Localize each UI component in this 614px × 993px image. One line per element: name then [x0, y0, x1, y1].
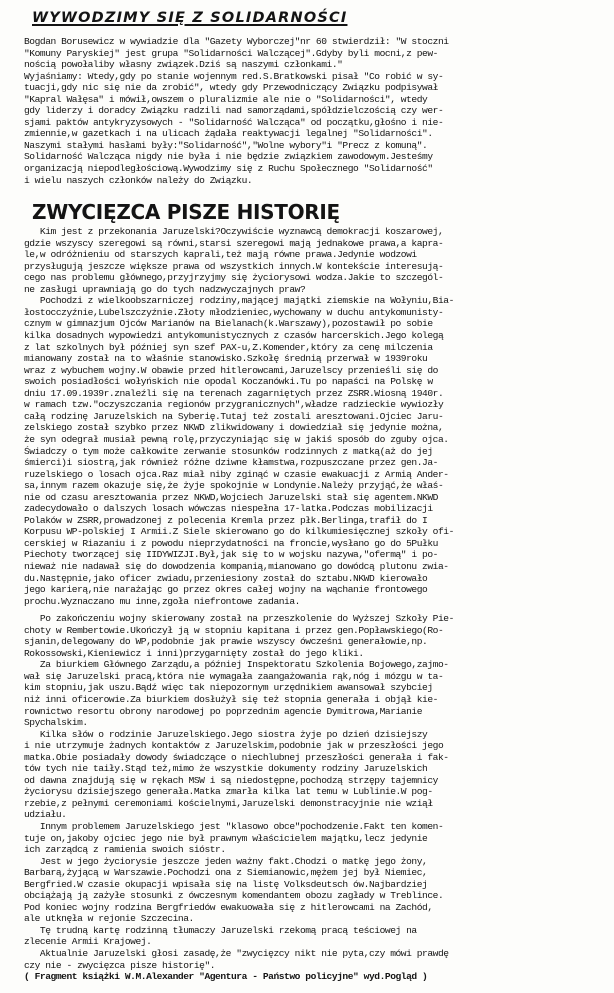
text-line: śmierci)i siostrą,jak również różne dziwne kłamstwa,rozpuszczane przez gen.Ja-	[24, 457, 438, 469]
text-line: zmiennie,w gazetkach i na ulicach żądała reaktywacji legalnej "Solidarności".	[24, 128, 433, 140]
text-line: Tę trudną kartę rodzinną tłumaczy Jaruzelski rzekomą pracą teściowej na	[24, 924, 417, 936]
text-line: sjanin,delegowany do WP,podobnie jak prawie wszyscy ówcześni generałowie,np.	[24, 636, 428, 648]
text-line: Wyjaśniamy: Wtedy,gdy po stanie wojennym red.S.Bratkowski pisał "Co robić w sy-	[24, 70, 444, 82]
text-line: tuacji,gdy nic się nie da zrobić", wtedy gdy Przewodniczący Związku podpisywał	[24, 82, 438, 94]
text-line: Pochodzi z wielkoobszarniczej rodziny,mającej majątki ziemskie na Wołyniu,Bia-	[24, 295, 454, 307]
text-line: Polaków w ZSRR,prowadzonej z polecenia Kremla przez płk.Berlinga,trafił do I	[24, 514, 428, 526]
text-line: i wielu naszych członków należy do Związku.	[24, 174, 253, 186]
text-line: Barbarą,żyjącą w Warszawie.Pochodzi ona z Siemianowic,mężem jej był Niemiec,	[24, 867, 428, 879]
text-line: udziału.	[24, 809, 67, 821]
text-line: choty w Rembertowie.Ukończył ją w stopniu kapitana i przez gen.Popławskiego(Ro-	[24, 624, 444, 636]
text-line: nieważ nie nadawał się do dowodzenia kompanią,mianowano go dowódcą plutonu zwia-	[24, 560, 449, 572]
section2-heading: ZWYCIĘZCA PISZE HISTORIĘ	[32, 200, 340, 225]
text-line: Świadczy o tym może całkowite zerwanie stosunków rodzinnych z matką(aż do jej	[24, 445, 433, 457]
text-line: matka.Obie posiadały dowody świadczące o niechlubnej przeszłości generała i fak-	[24, 751, 449, 763]
text-line: rownictwo resortu obrony narodowej po poprzednim agencie Dymitrowa,Marianie	[24, 705, 423, 717]
text-line: du.Następnie,jako oficer zwiadu,przeniesiony został do sztabu.NKWD kierowało	[24, 572, 428, 584]
text-line: z lat szkolnych był później syn szef PAX-u,Z.Komender,który za cenę milczenia	[24, 341, 433, 353]
text-line: "Komuny Paryskiej" jest grupa "Solidarności Walczącej".Gdyby byli mocni,z pew-	[24, 47, 438, 59]
text-line: wał się Jaruzelski pracą,która nie wymagała zaangażowania rąk,nóg i mózgu w ta-	[24, 670, 444, 682]
text-line: Bogdan Borusewicz w wywiadzie dla "Gazety Wyborczej"nr 60 stwierdził: "W stoczni	[24, 36, 449, 47]
citation-line: ( Fragment książki W.M.Alexander "Agentura - Państwo policyjne" wyd.Pogląd )	[24, 971, 428, 983]
text-line: organizacją niepodległościową.Wywodzimy się z Ruchu Społecznego "Solidarność"	[24, 163, 433, 175]
text-line: jego karierą,nie narażając go przez okres całej wojny na wąchanie frontowego	[24, 584, 428, 596]
text-line: tów tych nie taiły.Stąd też,mimo że wszystkie dokumenty rodziny Jaruzelskich	[24, 763, 428, 775]
text-line: Kim jest z przekonania Jaruzelski?Oczywiście wyznawcą demokracji koszarowej,	[24, 226, 444, 238]
text-line: Jest w jego życiorysie jeszcze jeden ważny fakt.Chodzi o matkę jego żony,	[24, 855, 428, 867]
text-line: ale utknęła w rejonie Szczecina.	[24, 913, 194, 925]
text-line: Spychalskim.	[24, 717, 88, 729]
text-line: w ramach tzw."oczyszczania regionów przygranicznych",władze radzieckie wywiozły	[24, 399, 444, 411]
text-line: kim stopniu,jak uszu.Bądź więc tak niepozornym urzędnikiem awansował szybciej	[24, 682, 433, 694]
text-line: Rokossowski,Kieniewicz i inni)przygarnięty został do jego kliki.	[24, 647, 364, 659]
text-line: wraz z wybuchem wojny.W obawie przed hitlerowcami,Jaruzelscy przenieśli się do	[24, 364, 438, 376]
text-line: Aktualnie Jaruzelski głosi zasadę,że "zwycięzcy nikt nie pyta,czy mówi prawdę	[24, 948, 449, 960]
section1-body	[24, 36, 594, 186]
text-line: Za biurkiem Głównego Zarządu,a później Inspektoratu Szkolenia Bojowego,zajmo-	[24, 659, 449, 671]
text-line: Bergfried.W czasie okupacji wpisała się na listę Volksdeutsch ów.Najbardziej	[24, 878, 428, 890]
text-line: gdy liderzy i doradcy Związku radzili nad samorządami,spółdzielczością czy wer-	[24, 105, 444, 117]
text-line: cznym w gimnazjum Ojców Marianów na Bielanach(k.Warszawy),pozostawił po sobie	[24, 318, 433, 330]
text-line: mianowany został na to właśnie stanowisko.Szkołę średnią przerwał w 1939roku	[24, 353, 428, 365]
text-line: prochu.Wyznaczano mu inne,zgoła niefrontowe zadania.	[24, 595, 300, 607]
footer-block	[24, 971, 594, 983]
text-line: ruzelskiego o losach ojca.Raz miał niby zginąć w czasie ewakuacji z Armią Ander-	[24, 468, 449, 480]
text-line: i nie utrzymuje żadnych kontaktów z Jaruzelskim,podobnie jak w przeszłości jego	[24, 740, 444, 752]
text-line: Piechoty tworzącej się IIDYWIZJI.Był,jak się to w wojsku nazywa,"ofermą" i po-	[24, 549, 438, 561]
text-line: Kilka słów o rodzinie Jaruzelskiego.Jego siostra żyje po dzień dzisiejszy	[24, 728, 428, 740]
text-line: ne zasługi uprawniają go do tych nadzwyczajnych praw?	[24, 283, 306, 295]
text-line: nością powołaliby własny związek.Dziś są naszymi członkami."	[24, 59, 343, 71]
text-line: od dawna znajdują się w rękach MSW i są niedostępne,pochodzą strzępy tajemnicy	[24, 774, 438, 786]
text-line: życiorysu dzisiejszego generała.Matka zmarła kilka lat temu w Lublinie.W pog-	[24, 786, 433, 798]
text-line: cerskiej w Riazaniu i z powodu nieprzydatności na froncie,wysłano go do 5Pułku	[24, 537, 438, 549]
text-line: niż inni oficerowie.Za biurkiem dosłużył się też stopnia generała i objął kie-	[24, 693, 438, 705]
text-line: sa,innym razem okazuje się,że żyje spokojnie w Londynie.Należy przyjąć,że właś-	[24, 480, 444, 492]
text-line: zlecenie Armii Krajowej.	[24, 936, 152, 948]
text-line: zelskiego został szybko przez NKWD zlikwidowany i dowiedział się jedynie można,	[24, 422, 444, 434]
text-line: "Kapral Wałęsa" i mówił,owszem o pluralizmie ale nie o "Solidarności", wtedy	[24, 93, 428, 105]
text-line: swoich posiadłości wołyńskich nie opodal Koczanówki.Tu po napaści na Polskę w	[24, 376, 433, 388]
text-line: Naszymi stałymi hasłami były:"Solidarność","Wolne wybory"i "Precz z komuną".	[24, 139, 428, 151]
text-line: obciążają ją zażyłe stosunki z ówczesnym komendantem obozu zagłady w Treblince.	[24, 890, 444, 902]
text-line: że syn odegrał musiał pewną rolę,przyczyniając się w jakiś sposób do zguby ojca.	[24, 433, 449, 445]
text-line: Innym problemem Jaruzelskiego jest "klasowo obce"pochodzenie.Fakt ten komen-	[24, 821, 444, 832]
text-line: kilka dosadnych wypowiedzi antykomunistycznych z czasów harcerskich.Jego kolegą	[24, 330, 444, 342]
text-line: całą rodzinę Jaruzelskich na Syberię.Tutaj też zostali aresztowani.Ojciec Jaru-	[24, 410, 444, 422]
text-line: Korpusu WP-polskiej I Armii.Z Siele skierowano go do kilkumiesięcznej szkoły ofi-	[24, 526, 454, 538]
text-line: zadecydowało o dalszych losach wówczas niespełna 17-latka.Podczas mobilizacji	[24, 503, 433, 515]
text-line: czy nie - zwycięzca pisze historię".	[24, 959, 216, 971]
text-line: le,w odróżnieniu od starszych kaprali,też mają równe prawa.Jedynie wodzowi	[24, 249, 417, 261]
text-line: Solidarność Walcząca nigdy nie była i nie będzie związkiem zawodowym.Jesteśmy	[24, 151, 433, 163]
text-line: dniu 17.09.1939r.znaleźli się na terenach zagarniętych przez ZSRR.Wiosną 1940r.	[24, 387, 444, 399]
text-line: rzebie,z pełnymi ceremoniami kościelnymi,Jaruzelski demonstracyjnie nie wziął	[24, 797, 433, 809]
text-line: nie od czasu aresztowania przez NKWD,Wojciech Jaruzelski stał się agentem.NKWD	[24, 491, 438, 503]
text-line: przysługują jeszcze większe prawa od wszystkich innych.W kontekście interesują-	[24, 260, 444, 272]
text-line: Po zakończeniu wojny skierowany został na przeszkolenie do Wyższej Szkoły Pie-	[24, 613, 454, 625]
text-line: tuje on,jakoby ojciec jego nie był prawnym właścicielem majątku,lecz jedynie	[24, 832, 428, 844]
text-line: gdzie wszyscy szeregowi są równi,starsi szeregowi mają jednakowe prawa,a kapra-	[24, 237, 444, 249]
text-line: cego nas problemu głównego,przyjrzyjmy się życiorysowi wodza.Jakie to szczegól-	[24, 272, 444, 284]
text-line: ich zarządcą z ramienia swoich sióstr.	[24, 844, 226, 856]
text-line: łostocczyźnie,Lubelszczyźnie.Złoty młodzieniec,wychowany w duchu antykomunisty-	[24, 306, 444, 318]
section1-heading: WYWODZIMY SIĘ Z SOLIDARNOŚCI	[32, 10, 348, 26]
section2-body	[24, 226, 594, 971]
text-line: Pod koniec wojny rodzina Bergfriedów ewakuowała się z hitlerowcami na Zachód,	[24, 901, 433, 913]
text-line: sjami paktów antykryzysowych - "Solidarność Walcząca" od początku,głośno i nie-	[24, 116, 444, 128]
